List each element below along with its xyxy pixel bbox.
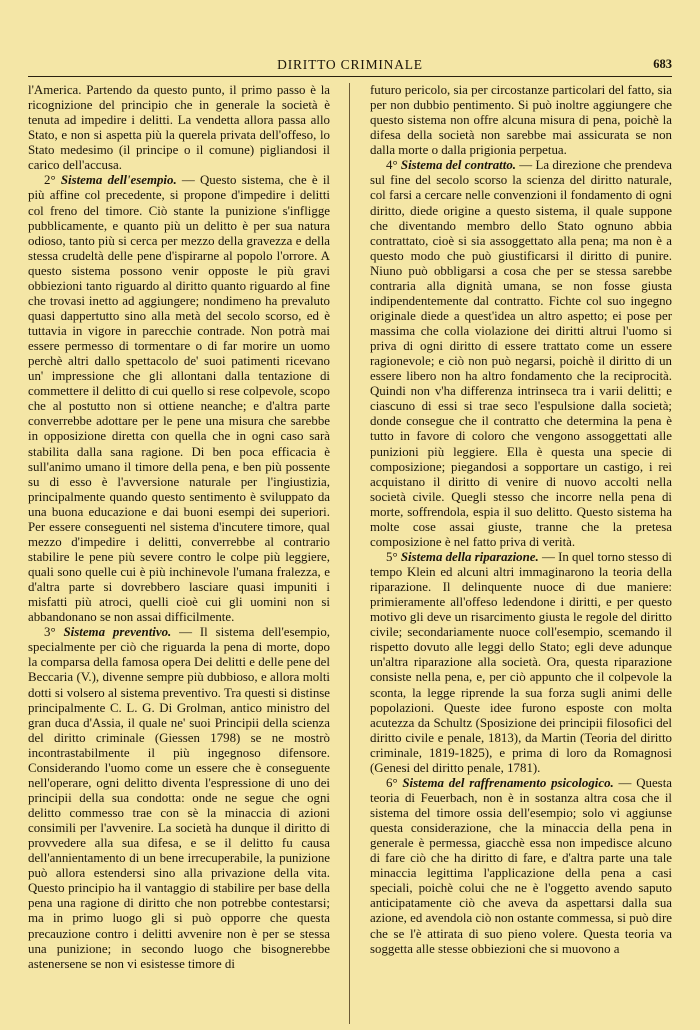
work-title: Dei delitti e delle pene: [194, 655, 311, 670]
section-text: , 1781).: [500, 760, 541, 775]
section-title: Sistema preventivo.: [63, 625, 172, 640]
section-number: 3°: [44, 625, 56, 640]
section-text: , 1819-1825), e prima di loro da Romagnosi (: [370, 745, 672, 775]
work-title: Genesi del diritto penale: [374, 760, 501, 775]
work-title: Principii della scienza del diritto criminale: [28, 715, 330, 745]
paragraph-continued: l'America. Partendo da questo punto, il primo passo è la ricognizione del principio che in generale la società è tenuta ad impedire i delitti. La vendetta allora passa allo Stato, e non si aspetta più la querela privata dell'offeso, lo Stato medesimo (il principe o il comune) pigliandosi il carico dell'accusa.: [28, 83, 330, 173]
work-title: Teoria del diritto criminale: [370, 730, 672, 760]
section-paragraph: [28, 625, 330, 971]
right-column: [370, 83, 672, 1020]
section-title: Sistema dell'esempio.: [60, 173, 177, 188]
running-header: [28, 56, 672, 77]
work-title: Sposizione dei principii filosofici del diritto civile e penale: [370, 715, 672, 745]
section-title: Sistema della riparazione.: [400, 549, 539, 564]
section-paragraph: [28, 173, 330, 625]
section-number: 4°: [386, 158, 398, 173]
section-title: Sistema del contratto.: [400, 158, 516, 173]
column-divider: [349, 83, 350, 1024]
section-text: — Questa teoria di Feuerbach, non è in sostanza altra cosa che il sistema del timore ossia dell'esempio; solo vi aggiunse questa considerazione, che la minaccia della pena in generale è permessa, giacchè essa non impedisce alcuno di fare ciò che ha diritto di fare, e d'altra parte una tale minaccia legittima l'applicazione della pena a casi speciali, poichè colui che ne è l'oggetto avendo saputo anticipatamente ciò che aveva da aspettarsi dalla sua azione, ed avendola ciò non ostante commessa, si può dire che se l'è attirata di suo pieno volere. Questa teoria va soggetta alle stesse obbiezioni che si muovono a: [370, 775, 672, 956]
section-text: (Giessen 1798) se ne mostrò incontrastabilmente il più ingegnoso difensore. Considerando l'uomo come un essere che è conseguente nell'operare, ogni delitto diventa l'espressione di uno dei principii della sua condotta: onde ne segue che ogni delitto commesso trae con sè la minaccia di azioni consimili per l'avvenire. La società ha dunque il diritto di provvedere alla sua difesa, e se il delitto fu causa dell'annientamento di un bene irrecuperabile, la punizione può allora estendersi sino alla privazione della vita. Questo principio ha il vantaggio di stabilire per base della pena una ragione di diritto che non potrebbe contestarsi; ma in primo luogo gli si può opporre che questa precauzione contro i delitti avvenire non è per se stessa una punizione; in secondo luogo che bisognerebbe astenersene se non vi esistesse timore di: [28, 730, 330, 971]
left-column: [28, 83, 330, 1020]
section-paragraph: [370, 550, 672, 776]
work-title: la teoria della riparazione: [370, 565, 672, 595]
section-number: 5°: [386, 549, 398, 564]
section-title: Sistema del raffrenamento psicologico.: [402, 775, 614, 790]
section-paragraph: [370, 776, 672, 957]
page-number: 683: [653, 57, 672, 71]
paragraph-continued: futuro pericolo, sia per circostanze particolari del fatto, sia per non dubbio pentimento. Si può inoltre aggiungere che questo sistema non offre alcuna misura di pena, poichè la difesa della società non sarebbe mai assicurata se non dalla morte o dalla prigionia perpetua.: [370, 83, 672, 158]
section-text: , 1813), da Martin (: [480, 730, 585, 745]
section-text: — In quel torno stesso di tempo Klein ed alcuni altri immaginarono: [370, 549, 672, 579]
section-text: — La direzione che prendeva sul fine del secolo scorso la scienza del diritto naturale, col farsi a cercare nelle convenzioni il fondamento di ogni diritto, diede origine a questo sistema, il quale suppone che diventando membro dello Stato ognuno abbia contrattato, cioè si sia assoggettato alla pena; ma non è a questo modo che può giustificarsi il diritto di punire. Niuno può obbligarsi a cosa che per se stessa sarebbe contraria alla dignità umana, se non fosse giusta indipendentemente dal contratto. Fichte col suo ingegno originale diede a quest'idea un altro aspetto; ei pose per massima che colla violazione dei diritti altrui l'uomo si priva di ogni diritto di essere trattato come un essere ragionevole; e ciò non può negarsi, poichè il diritto di un essere libero non ha altro fondamento che la reciprocità. Quindi non v'ha differenza intrinseca tra i varii delitti; e ciascuno di essi si trae seco l'espulsione dalla società; donde consegue che il contratto che determina la pena è tutto in favore di coloro che vengono assoggettati alle punizioni più leggiere. Ella è questa una specie di composizione; piegandosi a sopportare un castigo, i rei acquistano il diritto di venire di nuovo accolti nella società civile. Quegli stesso che incorre nella pena di morte, soffrendola, espia il suo delitto. Questo sistema ha molte cose assai giuste, tranne che la pretesa composizione è nel fatto priva di verità.: [370, 158, 672, 549]
section-text: — Questo sistema, che è il più affine col precedente, si propone d'impedire i delitti col freno del timore. Ciò stante la punizione s'infligge pubblicamente, e quanto più un delitto è per sua natura odioso, tanto più si cerca per mezzo della gravezza e della stessa crudeltà delle pene d'ispirarne al popolo l'orrore. A questo sistema possono venir opposte le più gravi obbiezioni tanto riguardo al diritto quanto riguardo al fine che trovasi inetto ad aggiungere; nondimeno ha prevaluto quasi dappertutto sino alla metà del secolo scorso, ed è tuttavia in vigore in parecchie contrade. Non potrà mai essere permesso di tormentare o di far morire un uomo perchè altri dallo spettacolo de' suoi patimenti ricevano un' impressione che gli allontani dalla tentazione di commettere il delitto di cui quello si rese colpevole, scopo che al postutto non si ottiene neanche; e d'altra parte converrebbe adottare per le pene una misura che sarebbe in opposizione diretta con quella che in ogni caso sarà stabilita dalla sana ragione. Di ben poca efficacia è sull'animo umano il timore della pena, e ben più possente su di esso è l'avversione naturale per l'ingiustizia, principalmente quando questo sentimento è sviluppato da una buona educazione e dai buoni esempi dei superiori. Per essere conseguenti nel sistema d'incutere timore, qual mezzo d'impedire i delitti, converrebbe al contrario stabilire le pene più severe contro le colpe più leggiere, quali sono quelle cui è più inchinevole l'umana fralezza, e d'altra parte si dovrebbero lasciare quasi impuniti i misfatti più atroci, quelli cioè cui gli uomini non si abbandonano se non assai difficilmente.: [28, 173, 330, 625]
section-text: — Il sistema dell'esempio, specialmente per ciò che riguarda la pena di morte, dopo la comparsa della famosa opera: [28, 625, 330, 670]
section-number: 6°: [386, 775, 398, 790]
section-text: del Beccaria (V.), divenne sempre più dubbioso, e allora molti dotti si volsero al sistema preventivo. Tra questi si distinse principalmente C. L. G. Di Grolman, antico ministro del gran duca d'Assia, il quale ne' suoi: [28, 655, 330, 730]
section-paragraph: [370, 158, 672, 550]
section-number: 2°: [44, 173, 56, 188]
running-title: DIRITTO CRIMINALE: [277, 57, 423, 72]
section-text: . Il delinquente nuoce di due maniere: primieramente all'offeso ledendone i diritti, e per questo motivo gli deve un risarcimento giusta le regole del diritto civile; secondariamente nuoce coll'esempio, scemando il rispetto dovuto alle leggi dello Stato; egli deve adunque un'altra riparazione alla società. Ora, questa riparazione consiste nella pena, e, per ciò appunto che il colpevole la sconta, la legge riprende la sua forza sugli animi delle popolazioni. Queste idee furono esposte con molta acutezza da Schultz (: [370, 580, 672, 730]
